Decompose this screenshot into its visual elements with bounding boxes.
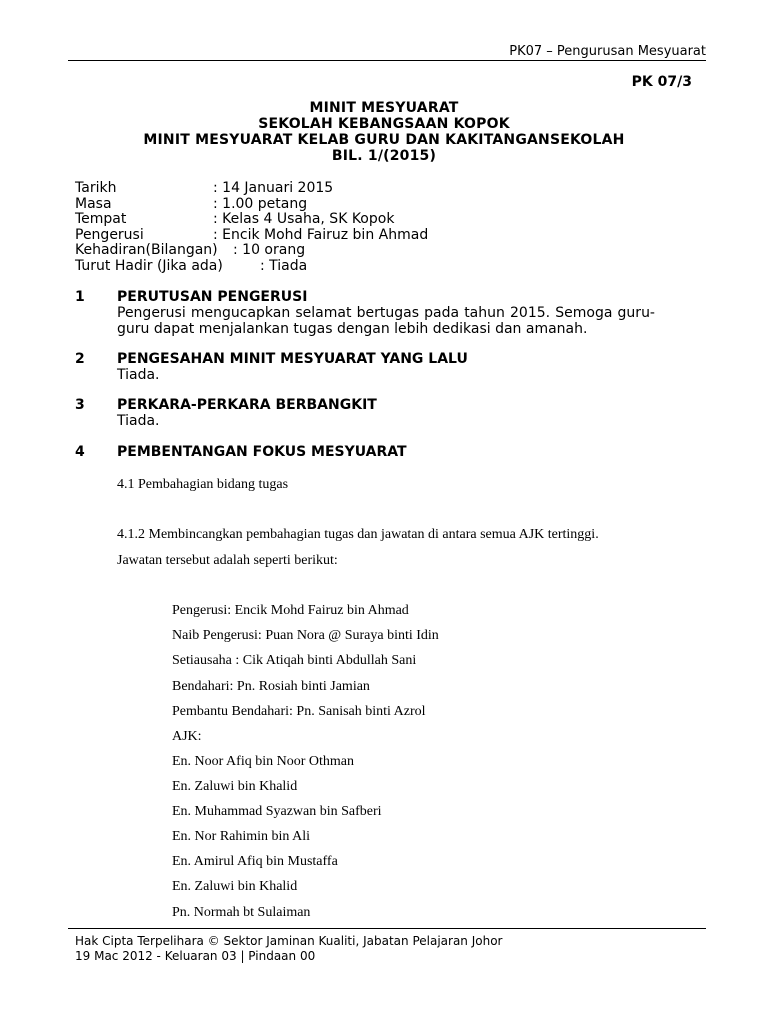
position-item: Bendahari: Pn. Rosiah binti Jamian	[172, 679, 370, 694]
info-label-guests: Turut Hadir (Jika ada)	[75, 258, 223, 274]
header-rule	[68, 60, 706, 61]
title-line-2: SEKOLAH KEBANGSAAN KOPOK	[258, 116, 510, 132]
ajk-label: AJK:	[172, 729, 202, 744]
document-code: PK 07/3	[631, 74, 692, 90]
position-item: Setiausaha : Cik Atiqah binti Abdullah Sani	[172, 653, 417, 668]
discussion-line-2: Jawatan tersebut adalah seperti berikut:	[117, 553, 338, 568]
section-2-title: PENGESAHAN MINIT MESYUARAT YANG LALU	[117, 351, 468, 367]
section-2-number: 2	[75, 351, 85, 367]
info-value-date: : 14 Januari 2015	[213, 180, 334, 196]
footer-copyright: Hak Cipta Terpelihara © Sektor Jaminan Kualiti, Jabatan Pelajaran Johor	[75, 934, 503, 948]
ajk-member: En. Amirul Afiq bin Mustaffa	[172, 854, 338, 869]
discussion-line-1: 4.1.2 Membincangkan pembahagian tugas dan jawatan di antara semua AJK tertinggi.	[117, 527, 599, 542]
footer-revision: 19 Mac 2012 - Keluaran 03 | Pindaan 00	[75, 949, 316, 963]
ajk-member: Pn. Normah bt Sulaiman	[172, 905, 311, 920]
info-value-time: : 1.00 petang	[213, 196, 308, 212]
info-label-venue: Tempat	[75, 211, 127, 227]
position-item: Pembantu Bendahari: Pn. Sanisah binti Azrol	[172, 704, 426, 719]
section-3-number: 3	[75, 397, 85, 413]
ajk-member: En. Nor Rahimin bin Ali	[172, 829, 311, 844]
section-4-number: 4	[75, 444, 85, 460]
ajk-member: En. Noor Afiq bin Noor Othman	[172, 754, 354, 769]
info-label-chair: Pengerusi	[75, 227, 144, 243]
position-item: Pengerusi: Encik Mohd Fairuz bin Ahmad	[172, 603, 409, 618]
position-item: Naib Pengerusi: Puan Nora @ Suraya binti Idin	[172, 628, 439, 643]
subsection-heading: 4.1 Pembahagian bidang tugas	[117, 477, 289, 492]
section-3-body: Tiada.	[117, 413, 160, 429]
footer-rule	[68, 928, 706, 929]
ajk-member: En. Zaluwi bin Khalid	[172, 779, 298, 794]
info-value-attendance: : 10 orang	[233, 242, 306, 258]
section-1-body: Pengerusi mengucapkan selamat bertugas pada tahun 2015. Semoga guru-guru dapat menjalankan tugas dengan lebih dedikasi dan amanah.	[117, 305, 655, 337]
ajk-member: En. Muhammad Syazwan bin Safberi	[172, 804, 382, 819]
section-4-title: PEMBENTANGAN FOKUS MESYUARAT	[117, 444, 407, 460]
section-3-title: PERKARA-PERKARA BERBANGKIT	[117, 397, 377, 413]
section-1-number: 1	[75, 289, 85, 305]
ajk-member: En. Zaluwi bin Khalid	[172, 879, 298, 894]
header-label: PK07 – Pengurusan Mesyuarat	[509, 44, 706, 59]
info-value-guests: : Tiada	[260, 258, 308, 274]
info-label-date: Tarikh	[75, 180, 117, 196]
title-line-1: MINIT MESYUARAT	[309, 100, 459, 116]
title-line-4: BIL. 1/(2015)	[331, 148, 437, 164]
info-value-chair: : Encik Mohd Fairuz bin Ahmad	[213, 227, 429, 243]
info-value-venue: : Kelas 4 Usaha, SK Kopok	[213, 211, 395, 227]
title-line-3: MINIT MESYUARAT KELAB GURU DAN KAKITANGANSEKOLAH	[143, 132, 625, 148]
info-label-time: Masa	[75, 196, 112, 212]
info-label-attendance: Kehadiran(Bilangan)	[75, 242, 218, 258]
section-1-title: PERUTUSAN PENGERUSI	[117, 289, 308, 305]
section-2-body: Tiada.	[117, 367, 160, 383]
